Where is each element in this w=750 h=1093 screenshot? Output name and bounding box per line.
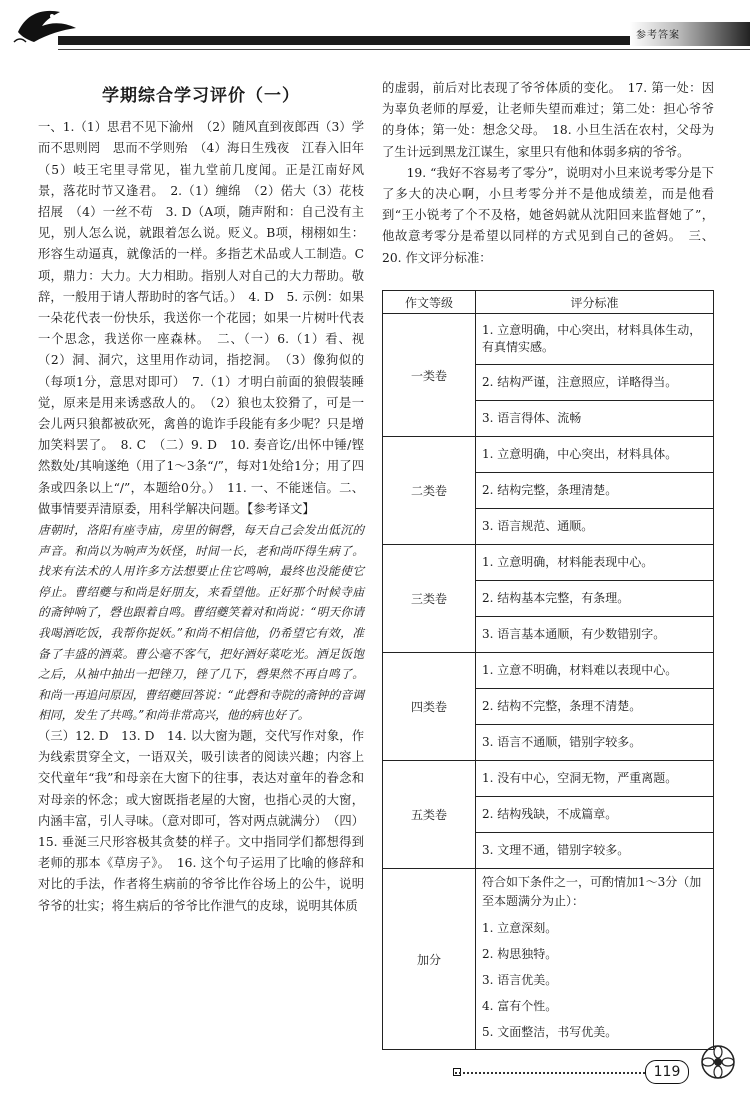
- section-tag: 参考答案: [636, 30, 680, 41]
- grade-level: 三类卷: [383, 545, 476, 653]
- bonus-criteria-cell: [476, 869, 714, 1050]
- grade-level: 一类卷: [383, 314, 476, 437]
- page-footer: [455, 1056, 750, 1086]
- grade-level-bonus: 加分: [383, 869, 476, 1050]
- table-row: [383, 761, 714, 797]
- criteria-cell: 1. 立意明确，中心突出，材料具体。: [476, 437, 714, 473]
- table-header-criteria: 评分标准: [476, 291, 714, 314]
- criteria-cell: 2. 结构严谨，注意照应，详略得当。: [476, 365, 714, 401]
- right-column: [382, 78, 714, 269]
- grade-level: 四类卷: [383, 653, 476, 761]
- bonus-item: 5. 文面整洁，书写优美。: [482, 1025, 618, 1039]
- page-number: 119: [645, 1060, 689, 1084]
- footer-dotted-rule: [455, 1072, 645, 1074]
- table-row: [383, 545, 714, 581]
- criteria-cell: 3. 语言得体、流畅: [476, 401, 714, 437]
- bonus-item: 3. 语言优美。: [482, 973, 558, 987]
- criteria-cell: 2. 结构不完整，条理不清楚。: [476, 689, 714, 725]
- bonus-item: 2. 构思独特。: [482, 947, 558, 961]
- table-header-row: [383, 291, 714, 314]
- flower-ornament-icon: [695, 1042, 741, 1082]
- bonus-intro: 符合如下条件之一，可酌情加1～3分（加至本题满分为止）：: [482, 875, 702, 908]
- criteria-cell: 1. 立意明确，中心突出，材料具体生动，有真情实感。: [476, 314, 714, 365]
- bonus-item: 1. 立意深刻。: [482, 921, 558, 935]
- table-row: [383, 653, 714, 689]
- criteria-cell: 3. 语言基本通顺，有少数错别字。: [476, 617, 714, 653]
- criteria-cell: 1. 立意明确，材料能表现中心。: [476, 545, 714, 581]
- criteria-cell: 2. 结构基本完整，有条理。: [476, 581, 714, 617]
- criteria-cell: 1. 没有中心，空洞无物，严重离题。: [476, 761, 714, 797]
- answer-paragraph: 一、1.（1）思君不见下渝州 （2）随风直到夜郎西（3）学而不思则罔 思而不学则殆 （4）海日生残夜 江春入旧年 （5）岐王宅里寻常见，崔九堂前几度闻。正是江南好风景，落花时节又逢君。 2.（1）缠绵 （2）偌大（3）花枝招展 （4）一丝不苟 3. D（A项，随声附和：自己没有主见，别人怎么说，就跟着怎么说。贬义。B项，栩栩如生：形容生动逼真，就像活的一样。多指艺术品或人工制造。C项，鼎力：大力。大力相助。指别人对自己的大力帮助。敬辞，一般用于请人帮助时的客气话。） 4. D 5. 示例：如果一朵花代表一份快乐，我送你一个花园；如果一片树叶代表一个思念，我送你一座森林。 二、（一）6.（1）看、视 （2）洞、洞穴，这里用作动词，指挖洞。 （3）像狗似的（每项1分，意思对即可） 7.（1）才明白前面的狼假装睡觉，原来是用来诱惑敌人的。 （2）狼也太狡猾了，可是一会儿两只狼都被砍死，禽兽的诡诈手段能有多少呢？只是增加笑料罢了。 8. C （二）9. D 10. 奏音讫/出怀中锤/铿然数处/其响遂绝（用了1～3条“/”，每对1处给1分；用了四条或四条以上“/”，本题给0分。） 11. 一、不能迷信。二、做事情要弄清原委，用科学解决问题。【参考译文】: [38, 120, 377, 516]
- grade-level: 二类卷: [383, 437, 476, 545]
- answer-paragraph: 19. “我好不容易考了零分”，说明对小旦来说考零分是下了多大的决心啊，小旦考零分并不是他成绩差，而是他看到“王小锐考了个不及格，她爸妈就从沈阳回来监督她了”，他故意考零分是希望以同样的方式见到自己的爸妈。 三、20. 作文评分标准：: [382, 165, 714, 265]
- left-column: [38, 82, 377, 917]
- criteria-cell: 1. 立意不明确，材料难以表现中心。: [476, 653, 714, 689]
- table-header-level: 作文等级: [383, 291, 476, 314]
- table-row: [383, 869, 714, 1050]
- translation-paragraph: 唐朝时，洛阳有座寺庙，房里的铜磬，每天自己会发出低沉的声音。和尚以为响声为妖怪，时间一长，老和尚吓得生病了。找来有法术的人用许多方法想要止住它鸣响，最终也没能使它停止。曹绍夔与和尚是好朋友，来看望他。正好那个时候寺庙的斋钟响了，磬也跟着自鸣。曹绍夔笑着对和尚说：“明天你请我喝酒吃饭，我帮你捉妖。”和尚不相信他，仍希望它有效，准备了丰盛的酒菜。曹公毫不客气，把好酒好菜吃光。酒足饭饱之后，从袖中抽出一把锉刀，锉了几下，磬果然不再自鸣了。和尚一再追问原因，曹绍夔回答说：“此磬和寺院的斋钟的音调相同，发生了共鸣。”和尚非常高兴，他的病也好了。: [38, 523, 364, 723]
- criteria-cell: 2. 结构残缺，不成篇章。: [476, 797, 714, 833]
- answer-paragraph: （三）12. D 13. D 14. 以大窗为题，交代写作对象，作为线索贯穿全文，一语双关，吸引读者的阅读兴趣；内容上交代童年“我”和母亲在大窗下的往事，表达对童年的眷念和对母亲的怀念；或大窗既指老屋的大窗，也指心灵的大窗，内涵丰富，引人寻味。（意对即可，答对两点就满分） （四）15. 垂涎三尺形容极其贪婪的样子。文中指同学们都想得到老师的那本《草房子》。 16. 这个句子运用了比喻的修辞和对比的手法，作者将生病前的爷爷比作谷场上的公牛，说明爷爷的壮实；将生病后的爷爷比作泄气的皮球，说明其体质: [38, 729, 364, 913]
- criteria-cell: 2. 结构完整，条理清楚。: [476, 473, 714, 509]
- grade-level: 五类卷: [383, 761, 476, 869]
- table-row: [383, 437, 714, 473]
- table-row: [383, 314, 714, 365]
- criteria-cell: 3. 语言不通顺，错别字较多。: [476, 725, 714, 761]
- criteria-cell: 3. 语言规范、通顺。: [476, 509, 714, 545]
- criteria-cell: 3. 文理不通，错别字较多。: [476, 833, 714, 869]
- page-header: [0, 0, 750, 56]
- bonus-item: 4. 富有个性。: [482, 999, 558, 1013]
- essay-grading-table: [382, 290, 714, 1050]
- answer-paragraph: 的虚弱，前后对比表现了爷爷体质的变化。 17. 第一处：因为辜负老师的厚爱，让老师失望而难过；第二处：担心爷爷的身体；第一处：想念父母。 18. 小旦生活在农村，父母为了生计远到黑龙江谋生，家里只有他和体弱多病的爷爷。: [382, 81, 714, 159]
- page-title: 学期综合学习评价（一）: [102, 86, 300, 106]
- header-rule-thin: [58, 49, 750, 50]
